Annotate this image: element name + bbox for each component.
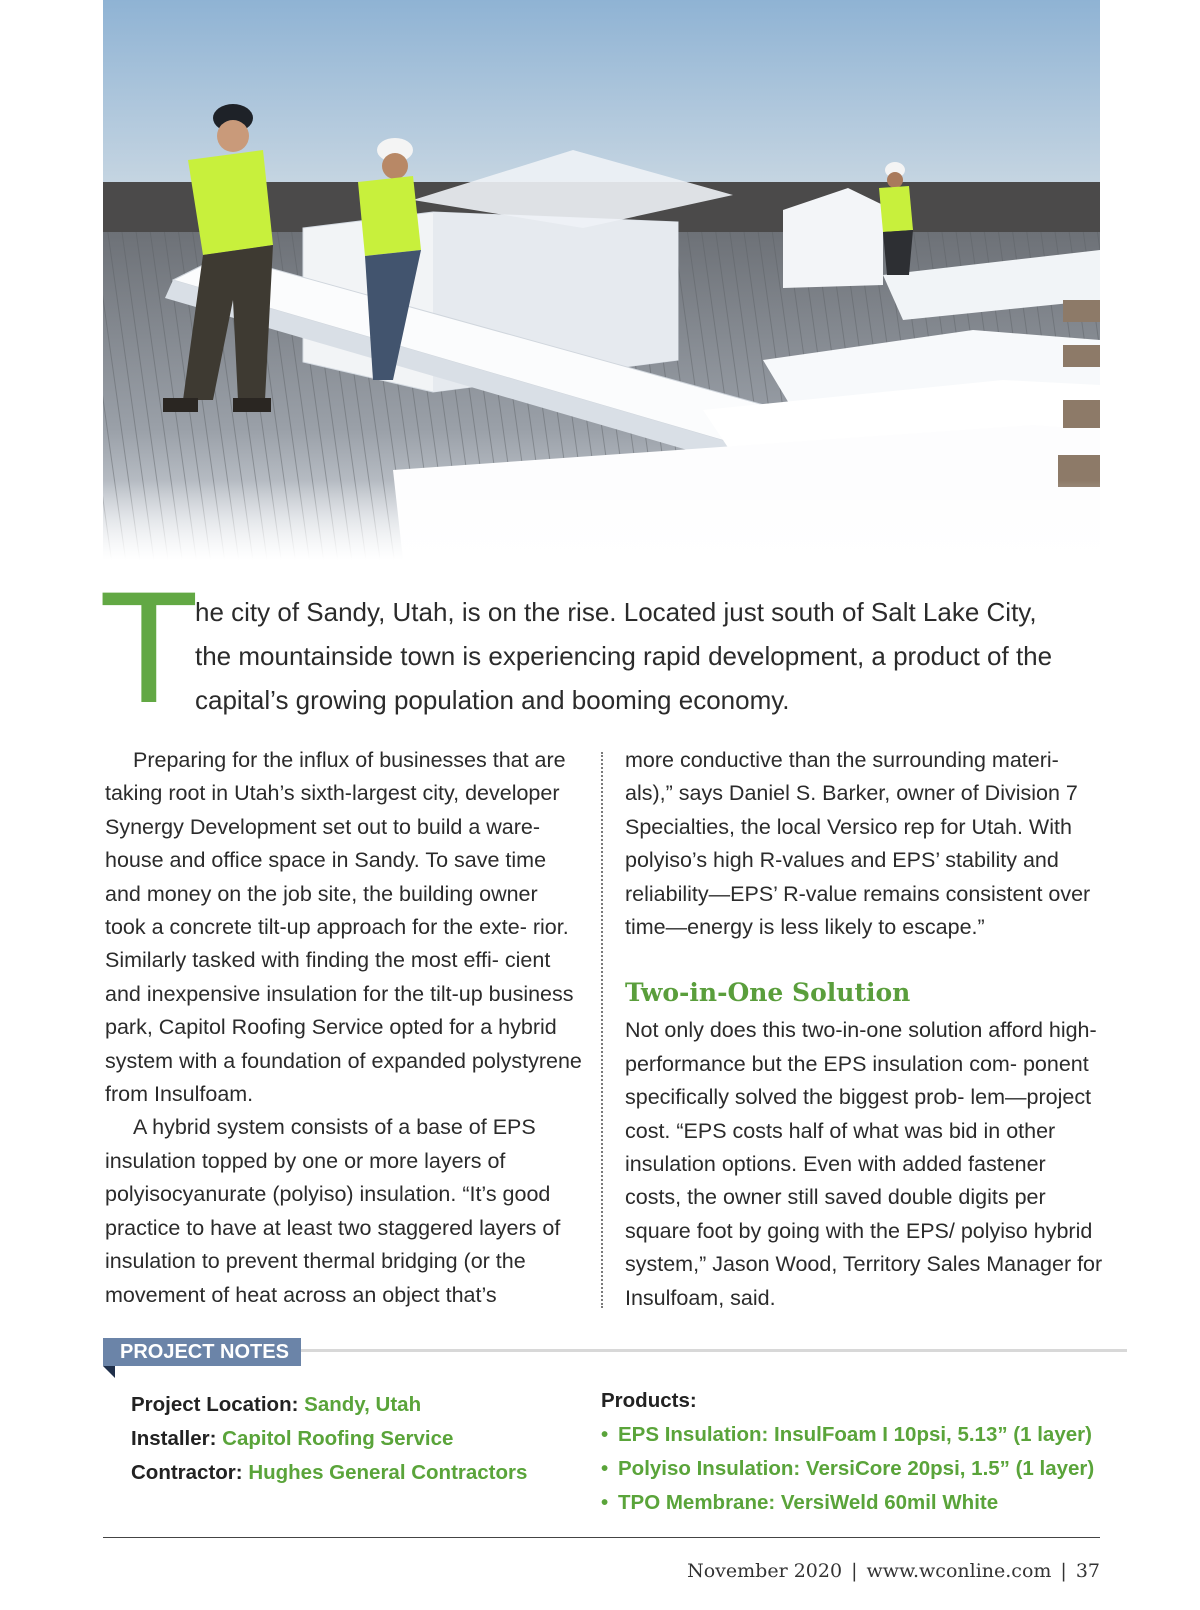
product-item — [601, 1418, 1094, 1452]
right-column — [625, 744, 1103, 1315]
project-location-label: Project Location: — [131, 1393, 299, 1416]
contractor-row — [131, 1456, 527, 1490]
footer-separator: | — [1060, 1560, 1067, 1582]
bullet-icon: • — [601, 1423, 609, 1446]
contractor-label: Contractor: — [131, 1461, 243, 1484]
products-label: Products: — [601, 1389, 697, 1412]
lede-paragraph — [103, 564, 1103, 738]
page-footer — [687, 1558, 1100, 1584]
project-notes-details — [131, 1388, 527, 1490]
project-notes-title: PROJECT NOTES — [103, 1338, 301, 1366]
project-notes-rule — [301, 1349, 1127, 1352]
bullet-icon: • — [601, 1457, 609, 1480]
product-item — [601, 1452, 1094, 1486]
footer-rule — [103, 1537, 1100, 1538]
page-number: 37 — [1075, 1560, 1100, 1582]
body-paragraph-3: more conductive than the surrounding materi- als),” says Daniel S. Barker, owner of Division 7 Specialties, the local Versico rep for Utah. With polyiso’s high R-values and EPS’ stability and reliability—EPS’ R-value remains consistent over time—energy is less likely to escape.” — [625, 748, 1091, 940]
project-location-row — [131, 1388, 527, 1422]
installer-value: Capitol Roofing Service — [222, 1427, 454, 1450]
body-paragraph-4: Not only does this two-in-one solution afford high-performance but the EPS insulation com- ponent specifically solved the biggest prob- lem—project cost. “EPS costs half of what was bid in other insulation options. Even with added fastener costs, the owner still saved double digits per square foot by going with the EPS/ polyiso hybrid system,” Jason Wood, Territory Sales Manager for Insulfoam, said. — [625, 1018, 1103, 1310]
column-divider — [601, 752, 603, 1308]
product-text: EPS Insulation: InsulFoam I 10psi, 5.13” (1 layer) — [618, 1423, 1092, 1446]
body-paragraph-2: A hybrid system consists of a base of EPS insulation topped by one or more layers of polyisocyanurate (polyiso) insulation. “It’s good practice to have at least two staggered layers of insulation to prevent thermal bridging (or the movement of heat across an object that’s — [105, 1115, 561, 1307]
rooftop-insulation-photo — [103, 0, 1100, 560]
body-paragraph-1: Preparing for the influx of businesses that are taking root in Utah’s sixth-largest city, developer Synergy Development set out to build a ware- house and office space in Sandy. To save time and money on the job site, the building owner took a concrete tilt-up approach for the exte- rior. Similarly tasked with finding the most effi- cient and inexpensive insulation for the tilt-up business park, Capitol Roofing Service opted for a hybrid system with a foundation of expanded polystyrene from Insulfoam. — [105, 748, 582, 1107]
left-column — [105, 744, 583, 1312]
bullet-icon: • — [601, 1491, 609, 1514]
contractor-value: Hughes General Contractors — [248, 1461, 528, 1484]
product-text: Polyiso Insulation: VersiCore 20psi, 1.5” (1 layer) — [618, 1457, 1095, 1480]
drop-cap: T — [103, 564, 195, 738]
footer-separator: | — [851, 1560, 858, 1582]
website-link[interactable]: www.wconline.com — [866, 1560, 1052, 1582]
issue-date: November 2020 — [687, 1560, 843, 1582]
lede-text: he city of Sandy, Utah, is on the rise. Located just south of Salt Lake City, the mountainside town is experiencing rapid development, a product of the capital’s growing population and booming economy. — [195, 597, 1053, 715]
project-notes-fold — [103, 1366, 115, 1378]
project-products — [601, 1384, 1094, 1520]
project-location-value: Sandy, Utah — [304, 1393, 422, 1416]
section-heading: Two-in-One Solution — [625, 978, 911, 1008]
installer-row — [131, 1422, 527, 1456]
products-list — [601, 1418, 1094, 1520]
product-item — [601, 1486, 1094, 1520]
product-text: TPO Membrane: VersiWeld 60mil White — [618, 1491, 999, 1514]
installer-label: Installer: — [131, 1427, 217, 1450]
